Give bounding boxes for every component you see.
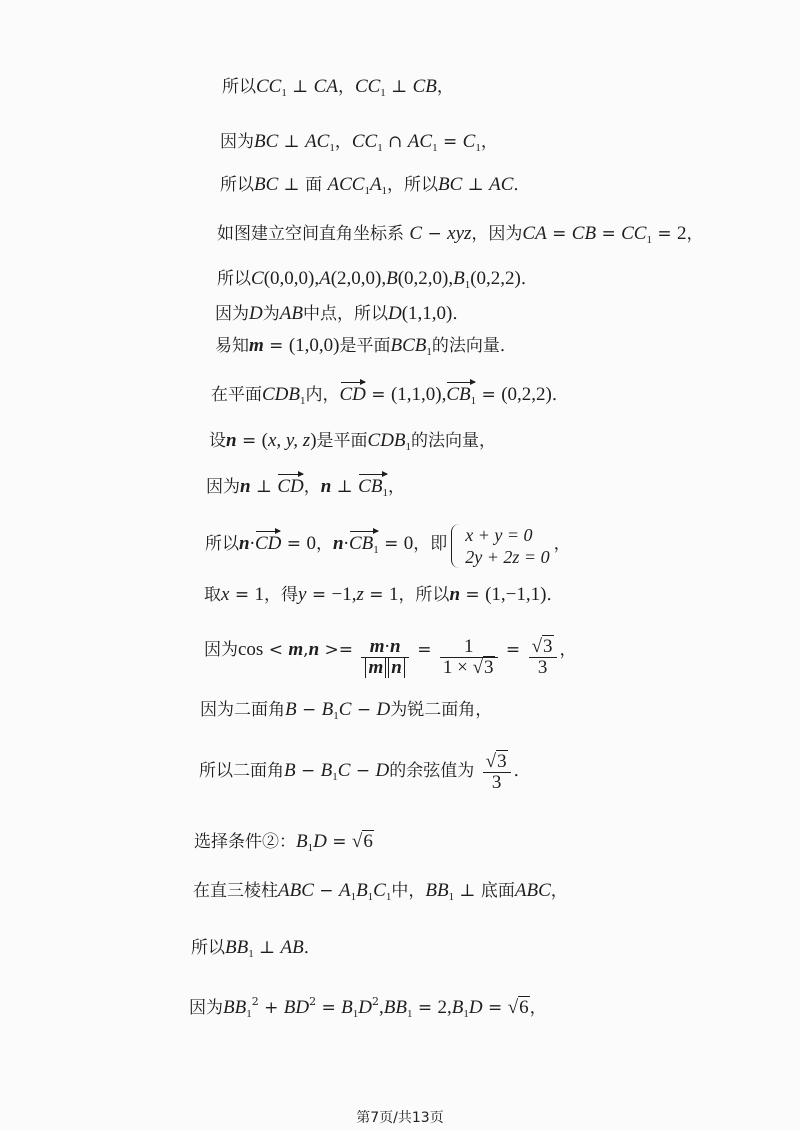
text-line-16: 选择条件②：$B_1D = √6$ [194, 831, 373, 854]
text-line-6: 因为D为AB中点，所以D(1,1,0)． [215, 303, 470, 324]
text-line-5: 所以$C(0,0,0),A(2,0,0),B(0,2,0),B_1(0,2,2)$． [217, 268, 538, 291]
text-line-7: 易知m = (1,0,0)是平面$BCB_1$的法向量． [215, 335, 517, 358]
text-line-15: 所以二面角$B - B_1C - D$的余弦值为 $\frac{√3}{3}$ ． [199, 751, 531, 793]
text-line-9: 设n = (x, y, z)是平面$CDB_1$的法向量， [209, 430, 497, 453]
text-line-1: 所以$CC_1$ ⊥ CA，$CC_1$ ⊥ CB， [222, 76, 454, 99]
text-line-13: 因为cos < m,n >= $\frac{m\cdot n}{\text{m n}}$ = $\frac{1}{1 \times √3}$ = $\frac{√3}{3}$ ， [204, 636, 577, 678]
text-line-2: 因为BC ⊥ $AC_1$，$CC_1$ ∩ $AC_1 = C_1$， [220, 131, 498, 154]
text-line-8: 在平面$CDB_1$内，CD = $(1,1,0),CB_1 = (0,2,2)$． [211, 384, 569, 412]
page-footer: 第7页/共13页 [356, 1110, 444, 1126]
text-line-11: 所以n·CD = 0，$n\cdot CB_1 = 0$，即 x + y = 0 2y + 2z = 0 ， [205, 525, 571, 567]
text-line-12: 取x = 1，得y = −1,z = 1，所以n = (1,−1,1)． [204, 584, 564, 605]
text-line-3: 所以BC ⊥ 面 $ACC_1A_1$，所以BC ⊥ AC． [220, 174, 531, 197]
text-line-4: 如图建立空间直角坐标系 C − xyz，因为CA = CB = $CC_1 = 2$， [217, 223, 704, 246]
text-line-18: 所以$BB_1$ ⊥ AB． [191, 937, 321, 960]
text-line-14: 因为二面角$B - B_1C - D$为锐二面角， [200, 699, 493, 722]
text-line-10: 因为n ⊥ CD，n ⊥ $CB_1$， [206, 476, 405, 504]
text-line-17: 在直三棱柱ABC − $A_1B_1C_1$中，$BB_1$ ⊥ 底面ABC， [193, 880, 568, 903]
text-line-19: 因为$BB_1^2 + BD^2 = B_1D^2,BB_1 = 2,B_1D = √6$， [189, 995, 547, 1020]
